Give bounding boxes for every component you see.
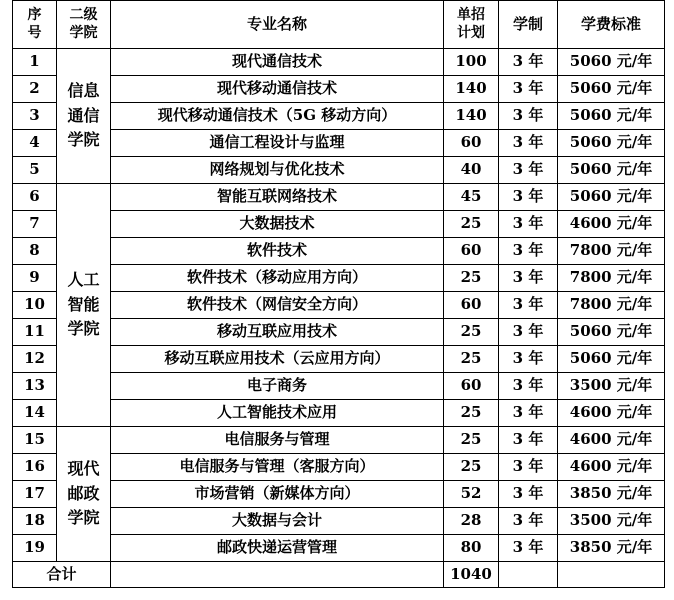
cell-duration: 3 年 [499,400,558,427]
table-row [13,265,665,292]
total-empty-tuition [558,562,665,588]
cell-seq: 17 [13,481,57,508]
table-row [13,373,665,400]
cell-duration: 3 年 [499,184,558,211]
cell-plan: 28 [444,508,499,535]
cell-tuition: 5060 元/年 [558,76,665,103]
cell-major: 软件技术 [111,238,444,265]
cell-tuition: 3850 元/年 [558,481,665,508]
cell-major: 软件技术（移动应用方向） [111,265,444,292]
cell-duration: 3 年 [499,535,558,562]
cell-major: 现代通信技术 [111,49,444,76]
cell-tuition: 3500 元/年 [558,508,665,535]
table-row [13,157,665,184]
cell-duration: 3 年 [499,130,558,157]
table-row [13,238,665,265]
cell-seq: 12 [13,346,57,373]
cell-seq: 3 [13,103,57,130]
cell-duration: 3 年 [499,508,558,535]
total-row [13,562,665,588]
table-row [13,481,665,508]
cell-major: 电子商务 [111,373,444,400]
table-row [13,184,665,211]
cell-plan: 60 [444,373,499,400]
cell-plan: 25 [444,400,499,427]
cell-seq: 6 [13,184,57,211]
cell-duration: 3 年 [499,157,558,184]
cell-tuition: 7800 元/年 [558,238,665,265]
cell-tuition: 4600 元/年 [558,211,665,238]
cell-duration: 3 年 [499,346,558,373]
table-row [13,508,665,535]
cell-plan: 25 [444,454,499,481]
cell-tuition: 5060 元/年 [558,319,665,346]
cell-plan: 25 [444,427,499,454]
table-row [13,427,665,454]
header-tuition: 学费标准 [558,1,665,49]
cell-seq: 19 [13,535,57,562]
cell-tuition: 4600 元/年 [558,454,665,481]
table-row [13,319,665,346]
header-college: 二级 学院 [57,1,111,49]
cell-tuition: 5060 元/年 [558,103,665,130]
cell-seq: 4 [13,130,57,157]
cell-tuition: 3850 元/年 [558,535,665,562]
table-row [13,76,665,103]
cell-plan: 25 [444,319,499,346]
cell-major: 智能互联网络技术 [111,184,444,211]
cell-tuition: 5060 元/年 [558,157,665,184]
cell-major: 网络规划与优化技术 [111,157,444,184]
cell-major: 现代移动通信技术 [111,76,444,103]
cell-seq: 10 [13,292,57,319]
cell-major: 软件技术（网信安全方向） [111,292,444,319]
cell-duration: 3 年 [499,373,558,400]
cell-major: 邮政快递运营管理 [111,535,444,562]
cell-duration: 3 年 [499,103,558,130]
cell-major: 电信服务与管理 [111,427,444,454]
cell-plan: 140 [444,103,499,130]
cell-plan: 40 [444,157,499,184]
cell-college-info-comm: 信息 通信 学院 [57,49,111,184]
cell-duration: 3 年 [499,292,558,319]
cell-tuition: 4600 元/年 [558,400,665,427]
enrollment-plan-table [12,0,665,588]
cell-duration: 3 年 [499,454,558,481]
cell-major: 市场营销（新媒体方向） [111,481,444,508]
cell-seq: 2 [13,76,57,103]
cell-duration: 3 年 [499,481,558,508]
cell-tuition: 5060 元/年 [558,130,665,157]
table-row [13,292,665,319]
cell-major: 通信工程设计与监理 [111,130,444,157]
cell-college-ai: 人工 智能 学院 [57,184,111,427]
cell-duration: 3 年 [499,427,558,454]
cell-duration: 3 年 [499,211,558,238]
header-duration: 学制 [499,1,558,49]
table-header-row [13,1,665,49]
cell-plan: 60 [444,130,499,157]
table-row [13,535,665,562]
cell-tuition: 5060 元/年 [558,184,665,211]
cell-tuition: 7800 元/年 [558,265,665,292]
cell-seq: 15 [13,427,57,454]
cell-duration: 3 年 [499,265,558,292]
total-label: 合计 [13,562,111,588]
cell-duration: 3 年 [499,49,558,76]
cell-tuition: 4600 元/年 [558,427,665,454]
table-row [13,454,665,481]
cell-seq: 16 [13,454,57,481]
cell-tuition: 5060 元/年 [558,346,665,373]
cell-seq: 13 [13,373,57,400]
cell-plan: 25 [444,265,499,292]
cell-tuition: 5060 元/年 [558,49,665,76]
table-row [13,130,665,157]
cell-duration: 3 年 [499,319,558,346]
cell-seq: 9 [13,265,57,292]
cell-plan: 60 [444,292,499,319]
cell-plan: 45 [444,184,499,211]
cell-major: 移动互联应用技术 [111,319,444,346]
total-empty-major [111,562,444,588]
cell-duration: 3 年 [499,238,558,265]
table-row [13,49,665,76]
cell-plan: 25 [444,346,499,373]
header-plan: 单招 计划 [444,1,499,49]
cell-major: 现代移动通信技术（5G 移动方向） [111,103,444,130]
cell-plan: 100 [444,49,499,76]
table-row [13,211,665,238]
cell-major: 大数据技术 [111,211,444,238]
cell-major: 电信服务与管理（客服方向） [111,454,444,481]
cell-major: 移动互联应用技术（云应用方向） [111,346,444,373]
cell-college-postal: 现代 邮政 学院 [57,427,111,562]
cell-major: 大数据与会计 [111,508,444,535]
cell-seq: 8 [13,238,57,265]
cell-tuition: 7800 元/年 [558,292,665,319]
cell-plan: 52 [444,481,499,508]
table-row [13,400,665,427]
table-row [13,346,665,373]
total-plan: 1040 [444,562,499,588]
cell-tuition: 3500 元/年 [558,373,665,400]
header-seq: 序 号 [13,1,57,49]
cell-major: 人工智能技术应用 [111,400,444,427]
total-empty-duration [499,562,558,588]
cell-plan: 25 [444,211,499,238]
cell-seq: 18 [13,508,57,535]
table-row [13,103,665,130]
cell-seq: 14 [13,400,57,427]
cell-seq: 7 [13,211,57,238]
cell-duration: 3 年 [499,76,558,103]
cell-plan: 60 [444,238,499,265]
cell-plan: 80 [444,535,499,562]
cell-seq: 11 [13,319,57,346]
header-major: 专业名称 [111,1,444,49]
cell-seq: 5 [13,157,57,184]
cell-seq: 1 [13,49,57,76]
cell-plan: 140 [444,76,499,103]
